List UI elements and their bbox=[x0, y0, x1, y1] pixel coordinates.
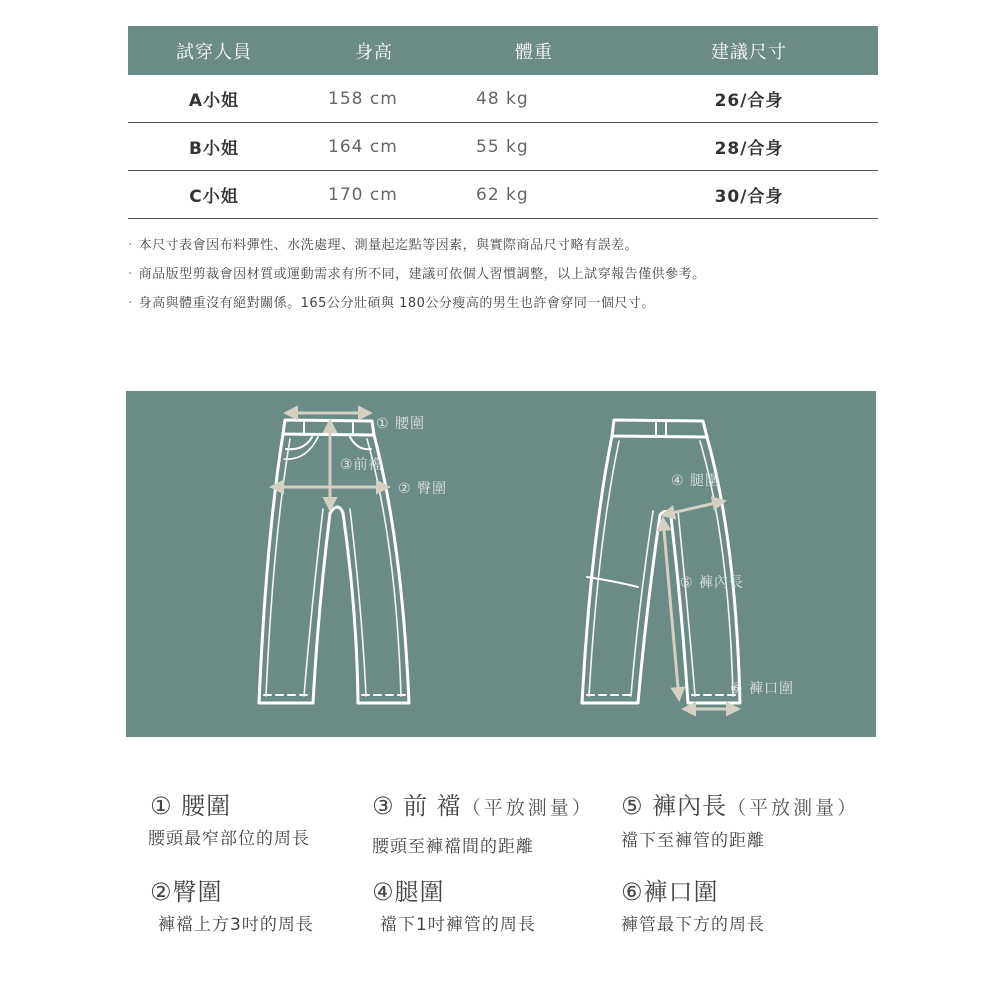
tester-weight: 62 kg bbox=[448, 171, 620, 219]
tester-height: 170 cm bbox=[300, 171, 448, 219]
note-text: 本尺寸表會因布料彈性、水洗處理、測量起迄點等因素，與實際商品尺寸略有誤差。 bbox=[138, 238, 639, 253]
table-header-row bbox=[128, 26, 878, 75]
note-text: 商品版型剪裁會因材質或運動需求有所不同，建議可依個人習慣調整，以上試穿報告僅供參考。 bbox=[138, 267, 706, 282]
inseam-arrow bbox=[663, 519, 679, 699]
note-item bbox=[128, 264, 706, 293]
front-pants-icon bbox=[259, 420, 409, 703]
legend-title: ⑥褲口圍 bbox=[621, 878, 719, 906]
header-size: 建議尺寸 bbox=[620, 26, 878, 75]
legend-desc: 襠下1吋褲管的周長 bbox=[380, 915, 536, 935]
diagram-label-thigh: ④ 腿圍 bbox=[671, 473, 721, 489]
measurement-diagram bbox=[126, 391, 876, 737]
header-tester: 試穿人員 bbox=[128, 26, 300, 75]
legend-rise bbox=[372, 791, 594, 859]
legend-desc: 腰頭至褲襠間的距離 bbox=[372, 837, 534, 857]
bullet: · bbox=[128, 238, 133, 253]
legend-title: ③ 前 襠 bbox=[372, 792, 462, 820]
diagram-label-hem: ⑥ 褲口圍 bbox=[730, 681, 795, 697]
diagram-label-hip: ② 臀圍 bbox=[398, 481, 448, 497]
bullet: · bbox=[128, 267, 133, 282]
legend-hip bbox=[150, 877, 314, 937]
note-item bbox=[128, 235, 706, 264]
diagram-label-inseam: ⑤ 褲內長 bbox=[680, 575, 745, 591]
header-height: 身高 bbox=[300, 26, 448, 75]
legend-desc: 腰頭最窄部位的周長 bbox=[148, 829, 310, 849]
tester-size: 26/合身 bbox=[620, 75, 878, 123]
tester-size: 30/合身 bbox=[620, 171, 878, 219]
legend-title: ④腿圍 bbox=[372, 878, 445, 906]
legend-thigh bbox=[372, 877, 536, 937]
tester-height: 158 cm bbox=[300, 75, 448, 123]
legend-subtitle: （平放測量） bbox=[727, 797, 860, 819]
legend-title-row bbox=[372, 791, 594, 823]
legend-title: ⑤ 褲內長 bbox=[621, 792, 728, 820]
table-row bbox=[128, 123, 878, 171]
tester-name: B小姐 bbox=[128, 123, 300, 171]
note-item bbox=[128, 293, 706, 322]
legend-subtitle: （平放測量） bbox=[461, 797, 594, 819]
tester-weight: 55 kg bbox=[448, 123, 620, 171]
legend-title: ②臀圍 bbox=[150, 878, 223, 906]
tester-name: A小姐 bbox=[128, 75, 300, 123]
back-pants-icon bbox=[582, 420, 740, 703]
tester-weight: 48 kg bbox=[448, 75, 620, 123]
diagram-label-waist: ① 腰圍 bbox=[376, 416, 426, 432]
bullet: · bbox=[128, 296, 133, 311]
size-notes bbox=[128, 235, 706, 322]
note-text: 身高與體重沒有絕對關係。165公分壯碩與 180公分瘦高的男生也許會穿同一個尺寸。 bbox=[138, 296, 655, 311]
table-row bbox=[128, 75, 878, 123]
header-weight: 體重 bbox=[448, 26, 620, 75]
legend-desc: 襠下至褲管的距離 bbox=[621, 831, 765, 851]
legend-title-row bbox=[621, 791, 859, 823]
tester-name: C小姐 bbox=[128, 171, 300, 219]
legend-hem bbox=[621, 877, 765, 937]
diagram-label-rise: ③前襠 bbox=[340, 457, 384, 473]
size-table bbox=[128, 26, 878, 219]
tester-height: 164 cm bbox=[300, 123, 448, 171]
tester-size: 28/合身 bbox=[620, 123, 878, 171]
legend-desc: 褲管最下方的周長 bbox=[621, 915, 765, 935]
legend-desc: 褲襠上方3吋的周長 bbox=[158, 915, 314, 935]
table-row bbox=[128, 171, 878, 219]
legend-title: ① 腰圍 bbox=[150, 792, 232, 820]
legend-waist bbox=[150, 791, 310, 851]
legend-inseam bbox=[621, 791, 859, 853]
